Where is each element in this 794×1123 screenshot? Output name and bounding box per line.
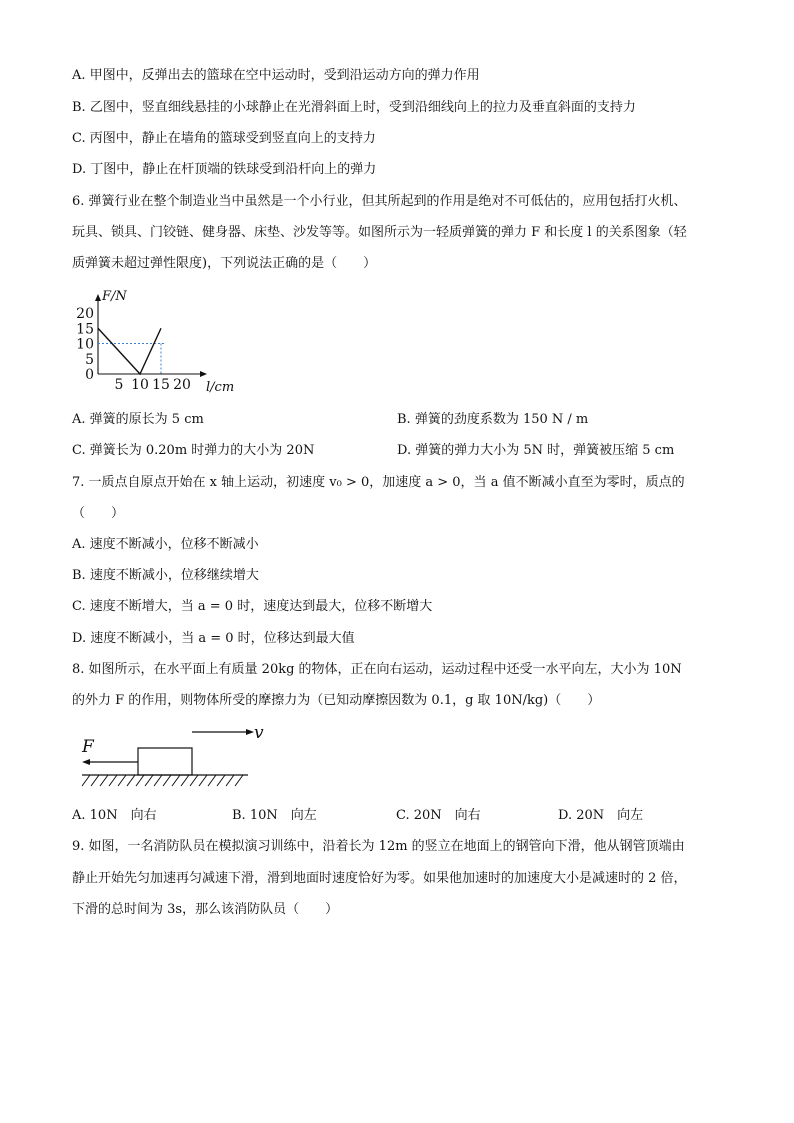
q6-stem-line-3: 质弹簧未超过弹性限度)，下列说法正确的是（ ） — [72, 256, 377, 271]
spring-force-length-chart — [66, 284, 236, 396]
x-tick-label: 15 — [152, 377, 170, 393]
y-tick-label: 20 — [76, 306, 94, 322]
q8-stem-line-2: 的外力 F 的作用，则物体所受的摩擦力为（已知动摩擦因数为 0.1，g 取 10N/kg)（ ） — [72, 693, 601, 708]
q9-stem-line-1: 9. 如图，一名消防队员在模拟演习训练中，沿着长为 12m 的竖立在地面上的钢管向下滑，他从钢管顶端由 — [72, 839, 685, 854]
hatch-stroke — [217, 775, 225, 786]
q8-stem-line-1: 8. 如图所示，在水平面上有质量 20kg 的物体，正在向右运动，运动过程中还受一水平向左，大小为 10N — [72, 662, 682, 677]
q6-option-a: A. 弹簧的原长为 5 cm — [72, 412, 204, 427]
hatch-stroke — [181, 775, 189, 786]
hatch-stroke — [154, 775, 162, 786]
chart-series — [98, 328, 161, 374]
velocity-arrow-head — [246, 729, 254, 735]
hatch-stroke — [136, 775, 144, 786]
hatch-stroke — [109, 775, 117, 786]
series-line — [98, 328, 161, 374]
q7-option-d: D. 速度不断减小，当 a = 0 时，位移达到最大值 — [72, 631, 355, 646]
q8-option-d: D. 20N 向左 — [558, 808, 644, 823]
force-arrow-head — [82, 759, 90, 765]
q5-option-b: B. 乙图中，竖直细线悬挂的小球静止在光滑斜面上时，受到沿细线向上的拉力及垂直斜面的支持力 — [72, 100, 636, 115]
q8-option-a: A. 10N 向右 — [72, 808, 157, 823]
q7-option-c: C. 速度不断增大，当 a = 0 时，速度达到最大，位移不断增大 — [72, 599, 433, 614]
q7-stem-line-1: 7. 一质点自原点开始在 x 轴上运动，初速度 v₀ > 0，加速度 a > 0，当 a 值不断减小直至为零时，质点的 — [72, 475, 685, 490]
hatch-stroke — [100, 775, 108, 786]
block — [138, 748, 192, 775]
hatch-stroke — [163, 775, 171, 786]
hatch-stroke — [172, 775, 180, 786]
q6-option-b: B. 弹簧的劲度系数为 150 N / m — [397, 412, 589, 427]
velocity-label: v — [254, 723, 264, 743]
y-tick-label: 0 — [85, 367, 94, 383]
q7-option-b: B. 速度不断减小，位移继续增大 — [72, 568, 259, 583]
hatch-stroke — [235, 775, 243, 786]
hatch-stroke — [91, 775, 99, 786]
force-label: F — [82, 737, 94, 757]
x-tick-label: 10 — [131, 377, 149, 393]
q5-option-d: D. 丁图中，静止在杆顶端的铁球受到沿杆向上的弹力 — [72, 162, 377, 177]
q8-option-b: B. 10N 向左 — [232, 808, 317, 823]
q5-option-c: C. 丙图中，静止在墙角的篮球受到竖直向上的支持力 — [72, 131, 376, 146]
q5-option-a: A. 甲图中，反弹出去的篮球在空中运动时，受到沿运动方向的弹力作用 — [72, 68, 480, 83]
q6-option-d: D. 弹簧的弹力大小为 5N 时，弹簧被压缩 5 cm — [397, 443, 675, 458]
q7-stem-line-2: （ ） — [72, 506, 125, 521]
chart-x-axis-label: l/cm — [206, 380, 235, 395]
y-tick-label: 5 — [85, 351, 94, 368]
y-tick-label: 15 — [76, 321, 94, 338]
q6-stem-line-1: 6. 弹簧行业在整个制造业当中虽然是一个小行业，但其所起到的作用是绝对不可低估的，应用包括打火机、 — [72, 194, 687, 209]
chart-y-axis-label: F/N — [102, 289, 127, 304]
q8-option-c: C. 20N 向右 — [396, 808, 481, 823]
x-axis-arrow — [200, 371, 207, 377]
hatch-stroke — [190, 775, 198, 786]
chart-axes — [95, 294, 207, 377]
y-tick-label: 10 — [76, 336, 94, 353]
chart-guides — [98, 344, 164, 375]
q7-option-a: A. 速度不断减小，位移不断减小 — [72, 537, 259, 552]
block-force-diagram — [76, 720, 276, 794]
q9-stem-line-2: 静止开始先匀加速再匀减速下滑，滑到地面时速度恰好为零。如果他加速时的加速度大小是减速时的 2 倍， — [72, 871, 687, 886]
hatch-stroke — [199, 775, 207, 786]
q6-option-c: C. 弹簧长为 0.20m 时弹力的大小为 20N — [72, 443, 315, 458]
hatch-stroke — [208, 775, 216, 786]
hatch-stroke — [145, 775, 153, 786]
ground-hatching — [82, 775, 243, 786]
hatch-stroke — [226, 775, 234, 786]
x-tick-label: 5 — [114, 377, 124, 393]
x-tick-label: 20 — [173, 377, 191, 393]
q9-stem-line-3: 下滑的总时间为 3s，那么该消防队员（ ） — [72, 902, 339, 917]
q6-stem-line-2: 玩具、锁具、门铰链、健身器、床垫、沙发等等。如图所示为一轻质弹簧的弹力 F 和长度 l 的关系图象（轻 — [72, 225, 687, 240]
hatch-stroke — [127, 775, 135, 786]
chart-ticks — [76, 306, 191, 393]
hatch-stroke — [118, 775, 126, 786]
hatch-stroke — [82, 775, 90, 786]
y-axis-arrow — [95, 294, 101, 301]
